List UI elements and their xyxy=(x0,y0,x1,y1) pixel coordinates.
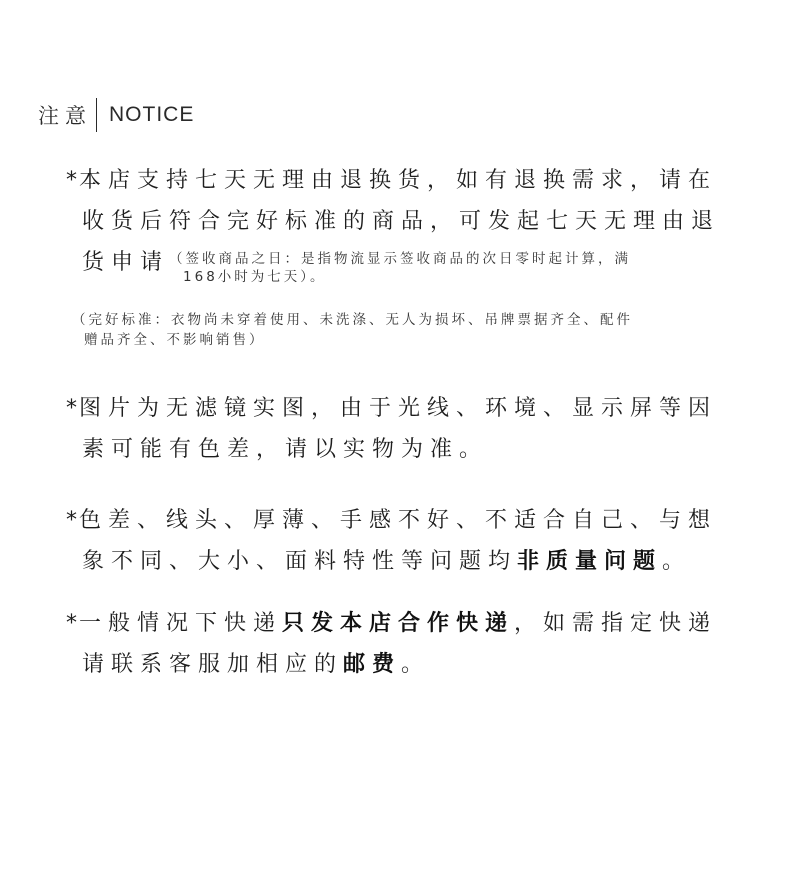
item-line xyxy=(66,644,726,685)
notice-item-shipping xyxy=(66,603,726,685)
notice-header xyxy=(38,98,194,132)
item-line xyxy=(66,388,726,429)
notice-item-color-difference xyxy=(66,388,726,470)
item-line xyxy=(66,242,726,286)
bullet-star: * xyxy=(66,611,79,636)
bullet-star: * xyxy=(66,396,79,421)
item-text: 请联系客服加相应的 xyxy=(82,652,344,677)
intact-standard-note xyxy=(72,310,732,350)
item-text: 图片为无滤镜实图，由于光线、环境、显示屏等因 xyxy=(79,396,718,421)
item-text: 色差、线头、厚薄、手感不好、不适合自己、与想 xyxy=(79,508,718,533)
note-line: 168小时为七天）。 xyxy=(183,269,327,285)
sign-date-note xyxy=(169,250,631,286)
notice-item-return-policy xyxy=(66,160,726,286)
item-text: 收货后符合完好标准的商品，可发起七天无理由退 xyxy=(82,209,721,234)
emphasis-text: 邮费 xyxy=(343,652,402,677)
note-line: （签收商品之日：是指物流显示签收商品的次日零时起计算，满 xyxy=(169,251,632,267)
item-line xyxy=(66,201,726,242)
item-text: 。 xyxy=(662,549,692,574)
bullet-star: * xyxy=(66,508,79,533)
item-line xyxy=(66,160,726,201)
emphasis-text: 只发本店合作快递 xyxy=(282,611,515,636)
item-line xyxy=(66,603,726,644)
item-line xyxy=(66,429,726,470)
item-line xyxy=(66,541,726,582)
item-text: 一般情况下快递 xyxy=(79,611,283,636)
header-divider xyxy=(96,98,97,132)
item-text: 素可能有色差，请以实物为准。 xyxy=(82,437,489,462)
item-line xyxy=(66,500,726,541)
emphasis-text: 非质量问题 xyxy=(517,549,663,574)
note-line: 赠品齐全、不影响销售） xyxy=(84,332,266,348)
item-text: 货申请 xyxy=(82,250,170,275)
notice-title-cn: 注意 xyxy=(38,104,92,128)
item-text: 本店支持七天无理由退换货，如有退换需求，请在 xyxy=(79,168,718,193)
item-text: 。 xyxy=(401,652,431,677)
notice-item-quality xyxy=(66,500,726,582)
note-line: （完好标准：衣物尚未穿着使用、未洗涤、无人为损坏、吊牌票据齐全、配件 xyxy=(72,312,633,328)
item-text: ，如需指定快递 xyxy=(514,611,718,636)
notice-title-en: NOTICE xyxy=(109,103,195,126)
item-text: 象不同、大小、面料特性等问题均 xyxy=(82,549,518,574)
bullet-star: * xyxy=(66,168,79,193)
